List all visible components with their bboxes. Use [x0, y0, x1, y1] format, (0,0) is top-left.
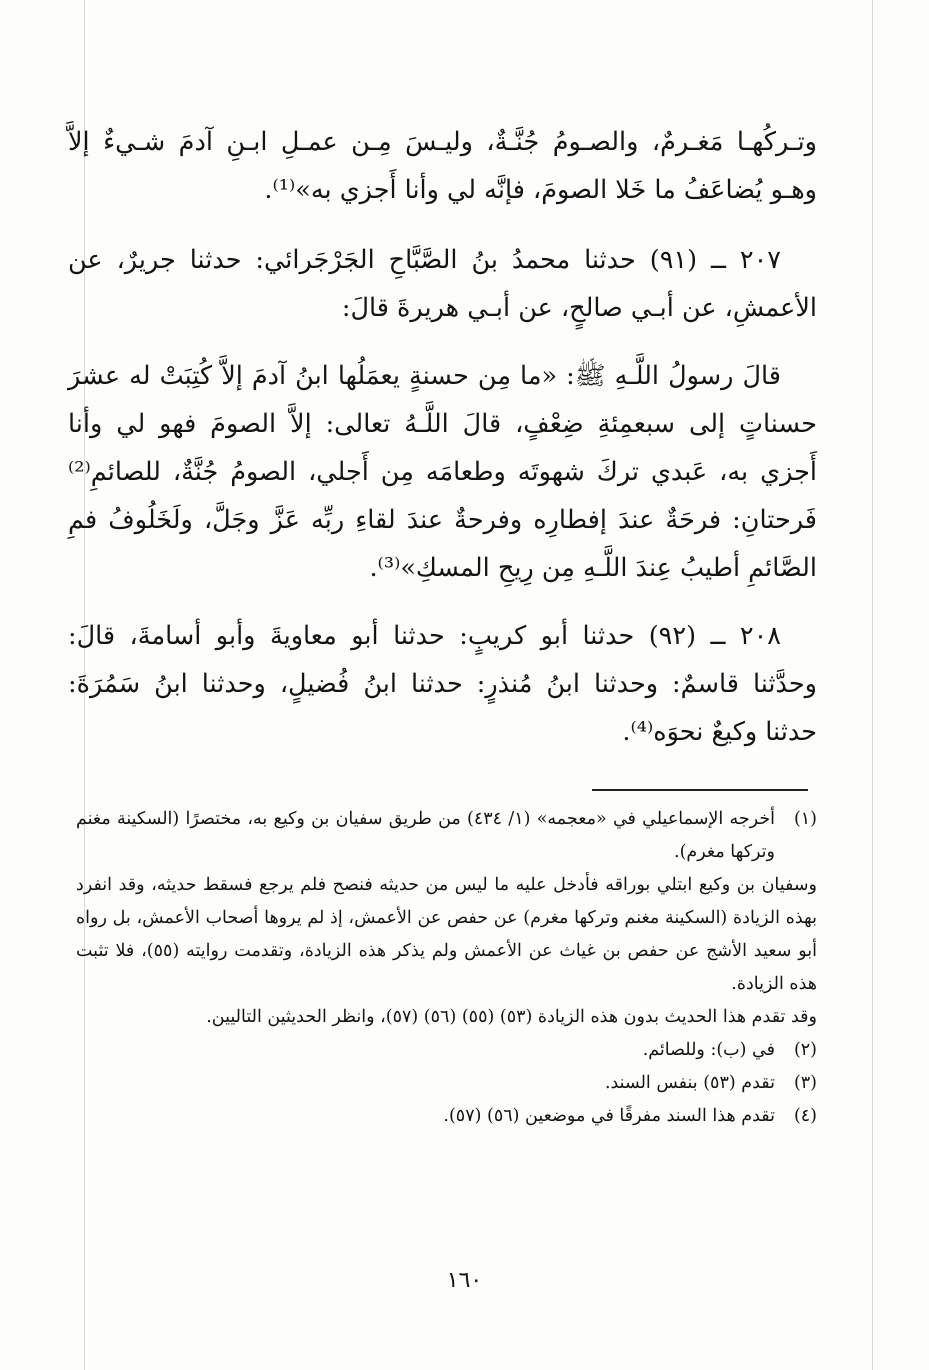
main-text [68, 118, 817, 776]
page-number: ١٦٠ [446, 1268, 483, 1293]
footnote-text: تقدم (٥٣) بنفس السند. [604, 1073, 775, 1093]
footnote-text: وسفيان بن وكيع ابتلي بوراقه فأدخل عليه ما ليس من حديثه فنصح فلم يرجع فسقط حديثه، وقد انفرد بهذه الزيادة (السكينة مغنم وتركها مغرم) عن حفص عن الأعمش، إذ لم يروها أصحاب الأعمش، بل رواه أبو سعيد الأشج عن حفص بن غياث عن الأعمش ولم يذكر هذه الزيادة، وتقدمت روايته (٥٥)، فلا تثبت هذه الزيادة. [76, 875, 817, 994]
footnote-text: تقدم هذا السند مفرقًا في موضعين (٥٦) (٥٧). [443, 1106, 775, 1126]
footnote-number: (١) [793, 809, 817, 829]
footnote-number: (٢) [793, 1040, 817, 1060]
footnote-separator [592, 789, 808, 791]
footnote-3 [76, 1067, 817, 1100]
paragraph-hadith-end: وتـركُهـا مَغـرمٌ، والصـومُ جُنَّـةٌ، وليـسَ مِـن عمـلِ ابـنِ آدمَ شـيءٌ إلاَّ وهـو يُضاعَفُ ما خَلا الصومَ، فإنَّه لي وأنا أَجزي به»⁽¹⁾. [68, 127, 817, 205]
paragraph-hadith-208: ٢٠٨ ــ (٩٢) حدثنا أبو كريبٍ: حدثنا أبو معاويةَ وأبو أسامةَ، قالَ: وحدَّثنا قاسمٌ: وحدثنا ابنُ مُنذرٍ: حدثنا ابنُ فُضيلٍ، وحدثنا ابنُ سَمُرَةَ: حدثنا وكيعٌ نحوَه⁽⁴⁾. [68, 621, 817, 747]
footnote-2 [76, 1034, 817, 1067]
paragraph-hadith-207-isnad: ٢٠٧ ــ (٩١) حدثنا محمدُ بنُ الصَّبَّاحِ الجَرْجَرائي: حدثنا جريرٌ، عن الأعمشِ، عن أبـي صالحٍ، عن أبـي هريرةَ قالَ: [68, 245, 817, 323]
footnote-1 [76, 803, 817, 1034]
footnote-body [76, 1067, 775, 1100]
footnote-text: في (ب): وللصائم. [642, 1040, 775, 1060]
footnote-text: أخرجه الإسماعيلي في «معجمه» (١/ ٤٣٤) من طريق سفيان بن وكيع به، مختصرًا (السكينة مغنم وتركها مغرم). [76, 809, 776, 862]
footnote-4 [76, 1100, 817, 1133]
scan-edge-right [872, 0, 873, 1370]
footnote-body [76, 803, 817, 1034]
footnote-body [76, 1100, 775, 1133]
paragraph-hadith-207-matn: قالَ رسولُ اللَّـهِ ﷺ: «ما مِن حسنةٍ يعمَلُها ابنُ آدمَ إلاَّ كُتِبَتْ له عشرَ حسناتٍ إلى سبعمِئةِ ضِعْفٍ، قالَ اللَّـهُ تعالى: إلاَّ الصومَ فهو لي وأنا أَجزي به، عَبدي تركَ شهوتَه وطعامَه مِن أَجلي، الصومُ جُنَّةٌ، للصائمِ⁽²⁾ فَرحتانِ: فرحَةٌ عندَ إفطارِه وفرحةٌ عندَ لقاءِ ربِّه عَزَّ وجَلَّ، ولَخَلُوفُ فمِ الصَّائمِ أطيبُ عِندَ اللَّـهِ مِن رِيحِ المسكِ»⁽³⁾. [68, 361, 817, 583]
footnotes [76, 803, 817, 1133]
footnote-number: (٤) [793, 1106, 817, 1126]
footnote-body [76, 1034, 775, 1067]
footnote-number: (٣) [793, 1073, 817, 1093]
footnote-text: وقد تقدم هذا الحديث بدون هذه الزيادة (٥٣) (٥٥) (٥٦) (٥٧)، وانظر الحديثين التاليين. [206, 1007, 817, 1027]
